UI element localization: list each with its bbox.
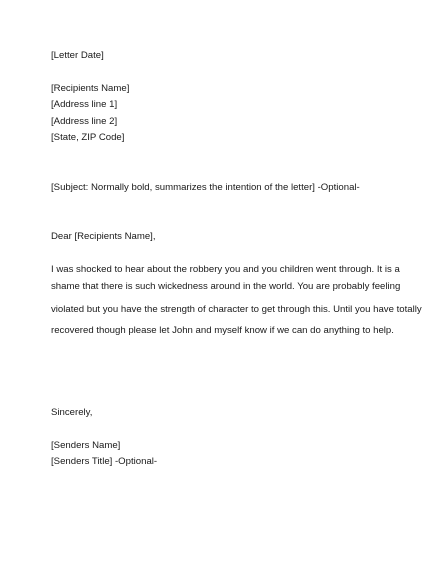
body-line: shame that there is such wickedness around in the world. You are probably feeling (51, 281, 401, 292)
letter-closing: Sincerely, (51, 407, 93, 418)
recipient-name: [Recipients Name] (51, 83, 130, 94)
letter-date: [Letter Date] (51, 50, 104, 61)
body-line: I was shocked to hear about the robbery you and you children went through. It is a (51, 264, 400, 275)
letter-salutation: Dear [Recipients Name], (51, 231, 156, 242)
sender-title: [Senders Title] -Optional- (51, 456, 158, 467)
sender-name: [Senders Name] (51, 440, 121, 451)
body-line: violated but you have the strength of character to get through this. Until you have totally (51, 304, 422, 315)
recipient-state-zip: [State, ZIP Code] (51, 132, 125, 143)
recipient-address-line-1: [Address line 1] (51, 99, 118, 110)
body-line: recovered though please let John and myself know if we can do anything to help. (51, 325, 394, 336)
letter-subject: [Subject: Normally bold, summarizes the intention of the letter] -Optional- (51, 182, 360, 193)
recipient-address-line-2: [Address line 2] (51, 116, 118, 127)
